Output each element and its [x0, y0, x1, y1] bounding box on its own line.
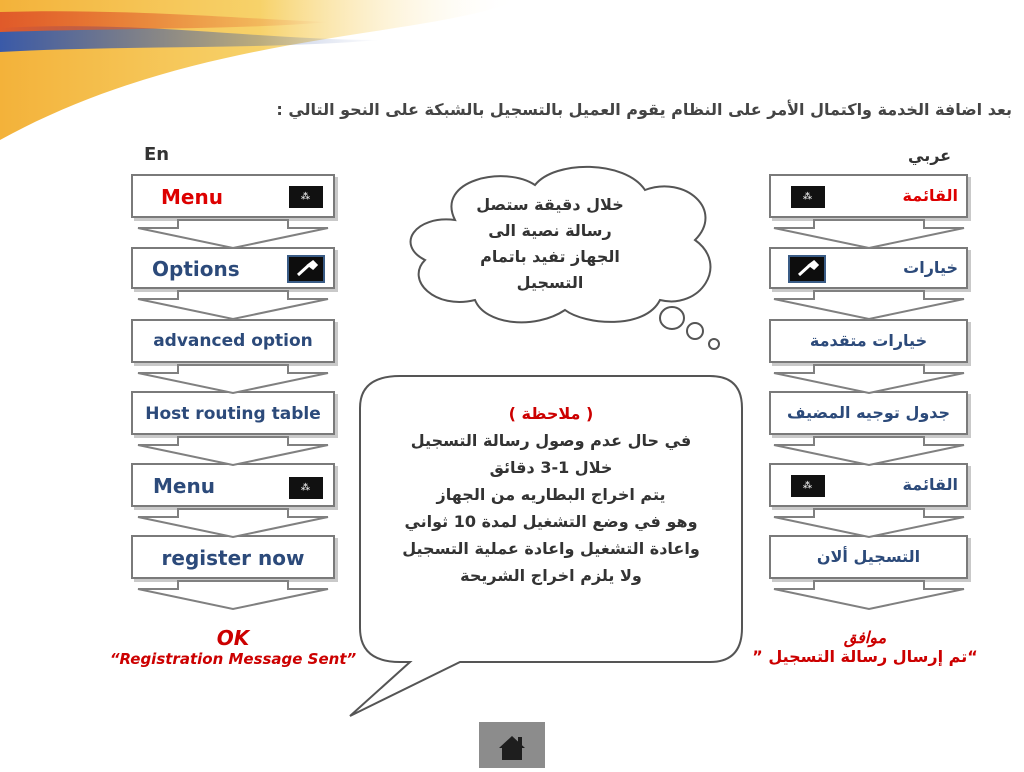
ar-step-label: خيارات متقدمة — [809, 331, 928, 350]
result-en — [88, 626, 378, 668]
down-arrow — [128, 579, 338, 619]
down-arrow — [764, 289, 974, 329]
ar-step-label: القائمة — [902, 186, 958, 205]
result-ar-message: “تم إرسال رسالة التسجيل ” — [752, 647, 978, 666]
ar-step-label: التسجيل ألان — [816, 547, 921, 566]
wrench-icon — [287, 255, 325, 283]
arabic-column-label: عربي — [908, 146, 952, 165]
en-step-label: Options — [152, 257, 240, 281]
en-step-label: advanced option — [153, 331, 313, 351]
note-line: ولا يلزم اخراج الشريحة — [460, 566, 642, 585]
result-ar — [740, 628, 990, 666]
home-icon — [479, 722, 545, 768]
note-line: وهو في وضع التشغيل لمدة 10 ثواني — [404, 512, 698, 531]
cloud-line: خلال دقيقة ستصل — [476, 195, 624, 214]
result-ar-title: موافق — [843, 628, 887, 647]
down-arrow — [128, 507, 338, 547]
cloud-line: التسجيل — [516, 273, 584, 292]
down-arrow — [764, 363, 974, 403]
blackberry-icon: ⁂ — [791, 475, 825, 497]
ar-step-label: جدول توجيه المضيف — [786, 403, 951, 422]
cloud-line: رسالة نصية الى — [488, 221, 612, 240]
ar-step-menu — [769, 174, 968, 218]
down-arrow — [128, 289, 338, 329]
decorative-swoosh — [0, 0, 520, 140]
result-en-title: OK — [216, 626, 250, 650]
down-arrow — [128, 218, 338, 258]
ar-step-label: القائمة — [902, 475, 958, 494]
note-line: في حال عدم وصول رسالة التسجيل — [410, 431, 692, 450]
en-step-label: Menu — [153, 474, 215, 498]
wrench-icon — [788, 255, 826, 283]
blackberry-icon: ⁂ — [791, 186, 825, 208]
en-step-label: Menu — [161, 185, 223, 209]
page-title: بعد اضافة الخدمة واكتمال الأمر على النظام يقوم العميل بالتسجيل بالشبكة على النحو التالي : — [276, 100, 1012, 119]
down-arrow — [764, 218, 974, 258]
down-arrow — [128, 363, 338, 403]
english-column-label: En — [144, 144, 170, 165]
result-en-message: “Registration Message Sent” — [109, 650, 357, 668]
en-step-menu — [131, 174, 335, 218]
down-arrow — [764, 507, 974, 547]
down-arrow — [128, 435, 338, 475]
blackberry-icon: ⁂ — [289, 186, 323, 208]
note-text — [370, 400, 732, 589]
down-arrow — [764, 579, 974, 619]
home-button[interactable] — [479, 722, 545, 768]
note-line: واعادة التشغيل واعادة عملية التسجيل — [402, 539, 700, 558]
ar-step-label: خيارات — [903, 258, 958, 277]
cloud-text — [450, 192, 650, 296]
down-arrow — [764, 435, 974, 475]
blackberry-icon: ⁂ — [289, 477, 323, 499]
en-step-label: register now — [161, 546, 305, 570]
note-line: خلال 1-3 دقائق — [489, 458, 613, 477]
note-line: يتم اخراج البطاريه من الجهاز — [436, 485, 666, 504]
note-title: ( ملاحظة ) — [508, 404, 594, 423]
en-step-label: Host routing table — [145, 404, 321, 424]
cloud-line: الجهاز تفيد باتمام — [480, 247, 620, 266]
